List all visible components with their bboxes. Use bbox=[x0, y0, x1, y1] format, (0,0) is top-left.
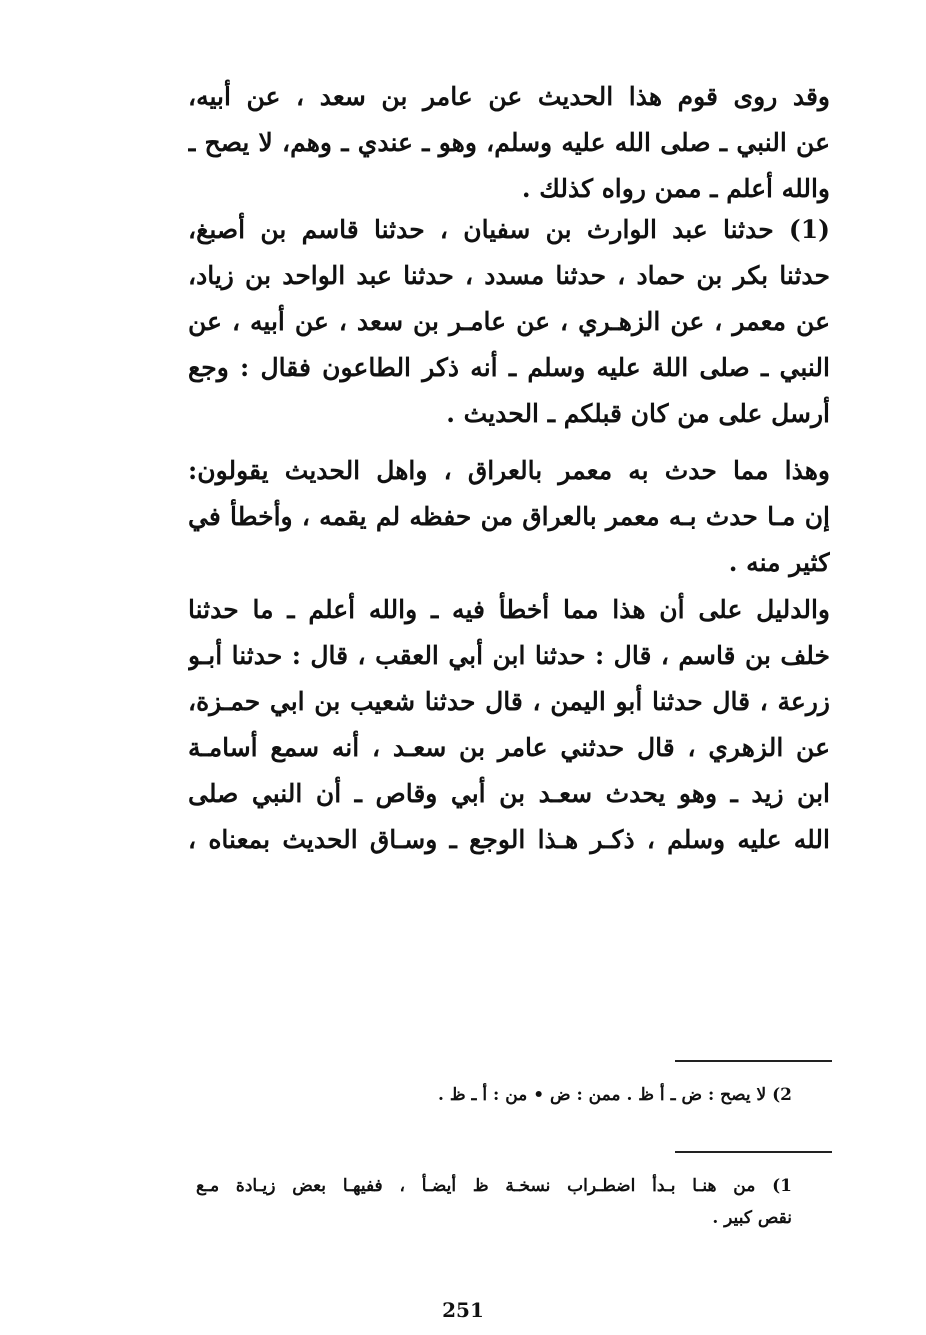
footnote-2: 2) لا يصح : ض ـ أ ظ . ممن : ض • من : أ ـ ظ . bbox=[438, 1085, 792, 1105]
footnote-line: نقص كبير . bbox=[712, 1208, 792, 1228]
page-number: 251 bbox=[442, 1298, 484, 1322]
text-line: ابن زيد ـ وهو يحدث سعـد بن أبي وقاص ـ أن النبي صلى bbox=[188, 779, 830, 808]
text-line: الله عليه وسلم ، ذكـر هـذا الوجع ـ وسـاق الحديث بمعناه ، bbox=[188, 825, 830, 854]
text-line: (1) حدثنا عبد الوارث بن سفيان ، حدثنا قاسم بن أصبغ، bbox=[188, 215, 830, 244]
text-line: عن الزهري ، قال حدثني عامر بن سعـد ، أنه سمع أسامـة bbox=[188, 733, 830, 762]
paragraph-4 bbox=[188, 587, 830, 863]
text-line: النبي ـ صلى اللة عليه وسلم ـ أنه ذكر الطاعون فقال : وجع bbox=[188, 353, 830, 382]
text-line: والدليل على أن هذا مما أخطأ فيه ـ والله أعلم ـ ما حدثنا bbox=[188, 595, 830, 624]
text-line: عن معمر ، عن الزهـري ، عن عامـر بن سعد ، عن أبيه ، عن bbox=[188, 307, 830, 336]
footnote-divider bbox=[675, 1060, 832, 1062]
paragraph-1 bbox=[188, 74, 830, 212]
text-line: والله أعلم ـ ممن رواه كذلك . bbox=[521, 174, 830, 203]
text-line: خلف بن قاسم ، قال : حدثنا ابن أبي العقب ، قال : حدثنا أبـو bbox=[188, 641, 830, 670]
text-line: إن مـا حدث بـه معمر بالعراق من حفظه لم يقمه ، وأخطأ في bbox=[188, 502, 830, 531]
footnote-divider bbox=[675, 1151, 832, 1153]
text-line: أرسل على من كان قبلكم ـ الحديث . bbox=[446, 399, 830, 428]
text-line: وهذا مما حدث به معمر بالعراق ، واهل الحديث يقولون: bbox=[188, 456, 830, 485]
text-line: حدثنا بكر بن حماد ، حدثنا مسدد ، حدثنا عبد الواحد بن زياد، bbox=[188, 261, 830, 290]
text-line: وقد روى قوم هذا الحديث عن عامر بن سعد ، عن أبيه، bbox=[188, 82, 830, 111]
paragraph-2 bbox=[188, 207, 830, 437]
text-line: كثير منه . bbox=[728, 548, 830, 577]
text-line: زرعة ، قال حدثنا أبو اليمن ، قال حدثنا شعيب بن ابي حمـزة، bbox=[188, 687, 830, 716]
footnote-line: 1) من هنـا بـدأ اضطـراب نسخـة ظ أيضـأ ، ففيهـا بعض زيـادة مـع bbox=[196, 1176, 792, 1196]
paragraph-3 bbox=[188, 448, 830, 586]
text-line: عن النبي ـ صلى الله عليه وسلم، وهو ـ عندي ـ وهم، لا يصح ـ bbox=[188, 128, 830, 157]
footnote-1 bbox=[196, 1170, 792, 1234]
